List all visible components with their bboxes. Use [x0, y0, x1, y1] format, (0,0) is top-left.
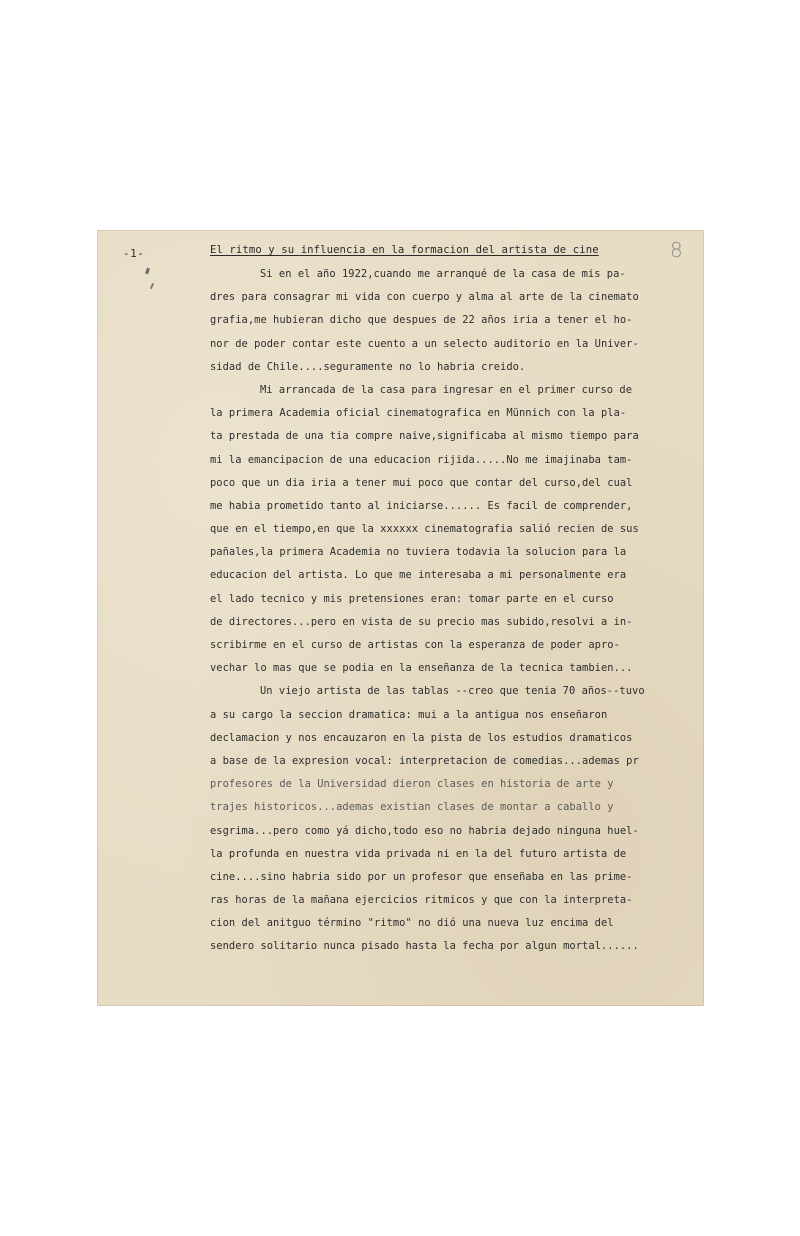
- text-line: esgrima...pero como yá dicho,todo eso no habria dejado ninguna huel-: [210, 824, 639, 837]
- text-line: declamacion y nos encauzaron en la pista de los estudios dramaticos: [210, 731, 633, 744]
- text-line: de directores...pero en vista de su precio mas subido,resolvi a in-: [210, 615, 633, 628]
- text-line: el lado tecnico y mis pretensiones eran: tomar parte en el curso: [210, 592, 614, 605]
- text-line: nor de poder contar este cuento a un selecto auditorio en la Univer-: [210, 337, 639, 350]
- text-line: ta prestada de una tia compre naive,significaba al mismo tiempo para: [210, 430, 639, 443]
- text-line: a su cargo la seccion dramatica: mui a la antigua nos enseñaron: [210, 708, 608, 721]
- text-line: profesores de la Universidad dieron clases en historia de arte y: [210, 778, 614, 791]
- text-line: dres para consagrar mi vida con cuerpo y alma al arte de la cinemato: [210, 291, 639, 304]
- text-line: que en el tiempo,en que la xxxxxx cinematografia salió recien de sus: [210, 523, 639, 536]
- text-line: Mi arrancada de la casa para ingresar en el primer curso de: [260, 383, 633, 396]
- text-line: sendero solitario nunca pisado hasta la fecha por algun mortal......: [210, 940, 639, 953]
- text-line: a base de la expresion vocal: interpretacion de comedias...ademas pr: [210, 754, 639, 767]
- text-line: trajes historicos...ademas existian clases de montar a caballo y: [210, 801, 614, 814]
- text-line: Un viejo artista de las tablas --creo que tenia 70 años--tuvo: [260, 685, 645, 698]
- page-marker: -1-: [123, 247, 145, 260]
- text-line: vechar lo mas que se podia en la enseñanza de la tecnica tambien...: [210, 662, 633, 675]
- document-title: El ritmo y su influencia en la formacion del artista de cine: [210, 244, 599, 256]
- text-line: cine....sino habria sido por un profesor que enseñaba en las prime-: [210, 870, 633, 883]
- text-line: la primera Academia oficial cinematografica en Münnich con la pla-: [210, 407, 627, 420]
- text-line: me habia prometido tanto al iniciarse...... Es facil de comprender,: [210, 499, 633, 512]
- folio-number: 8: [670, 238, 683, 262]
- text-line: scribirme en el curso de artistas con la esperanza de poder apro-: [210, 639, 620, 651]
- text-line: grafia,me hubieran dicho que despues de 22 años iria a tener el ho-: [210, 314, 633, 327]
- text-line: poco que un dia iria a tener mui poco que contar del curso,del cual: [210, 476, 633, 489]
- text-line: educacion del artista. Lo que me interesaba a mi personalmente era: [210, 569, 627, 582]
- text-line: pañales,la primera Academia no tuviera todavia la solucion para la: [210, 546, 627, 559]
- text-line: sidad de Chile....seguramente no lo habria creido.: [210, 360, 526, 373]
- text-line: cion del anitguo término "ritmo" no dió una nueva luz encima del: [210, 917, 614, 930]
- text-line: Si en el año 1922,cuando me arranqué de la casa de mis pa-: [260, 268, 626, 280]
- text-line: mi la emancipacion de una educacion rijida.....No me imajinaba tam-: [210, 453, 633, 466]
- text-line: la profunda en nuestra vida privada ni en la del futuro artista de: [210, 847, 627, 860]
- document-body: [210, 263, 705, 959]
- text-line: ras horas de la mañana ejercicios ritmicos y que con la interpreta-: [210, 894, 633, 907]
